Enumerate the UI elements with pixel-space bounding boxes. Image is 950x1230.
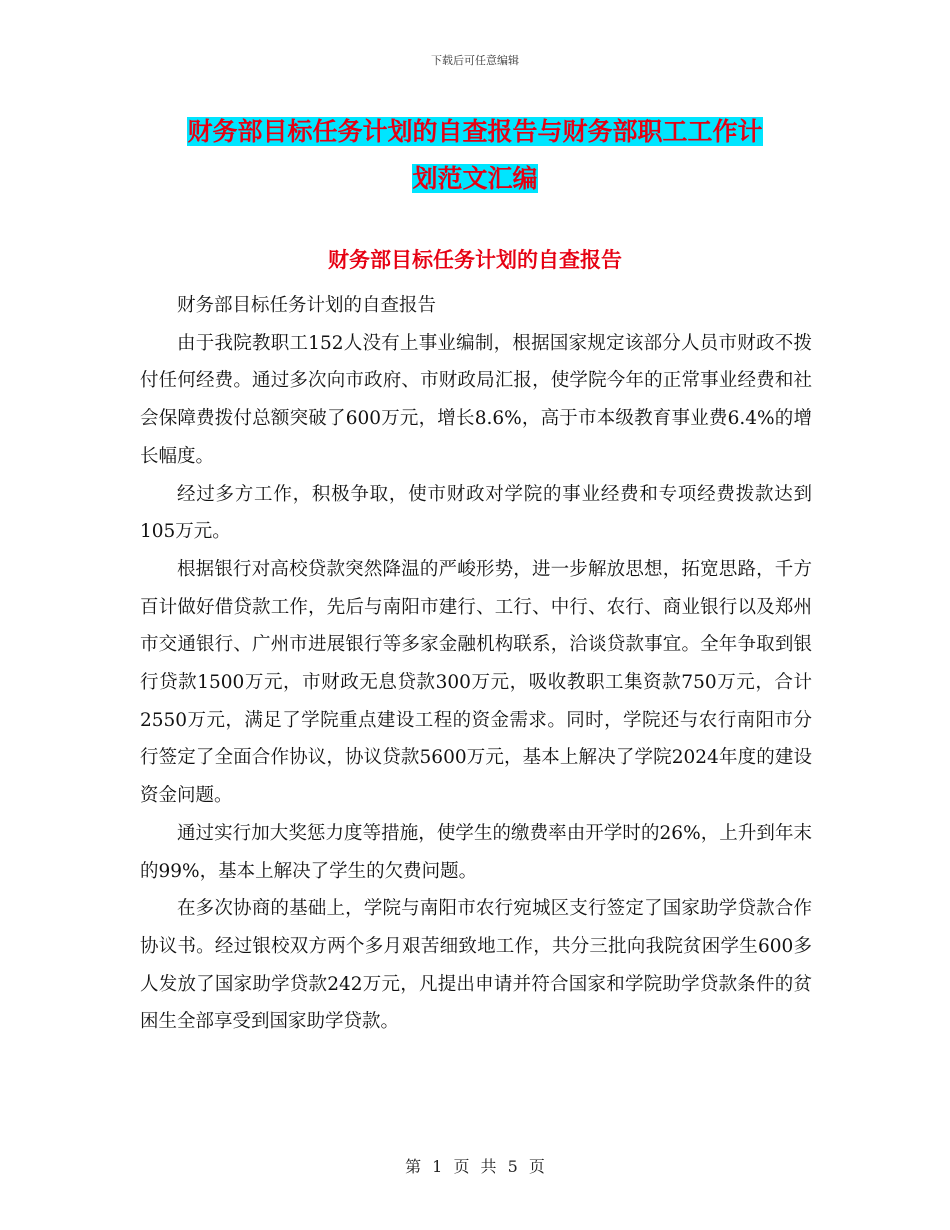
document-title [140,108,810,202]
paragraph: 在多次协商的基础上，学院与南阳市农行宛城区支行签定了国家助学贷款合作协议书。经过银校双方两个多月艰苦细致地工作，共分三批向我院贫困学生600多人发放了国家助学贷款242万元，凡提出申请并符合国家和学院助学贷款条件的贫困生全部享受到国家助学贷款。 [140,898,812,1033]
document-body [140,287,812,1041]
section-title: 财务部目标任务计划的自查报告 [328,247,622,272]
paragraph: 经过多方工作，积极争取，使市财政对学院的事业经费和专项经费拨款达到105万元。 [140,483,812,543]
paragraph: 由于我院教职工152人没有上事业编制，根据国家规定该部分人员市财政不拨付任何经费。通过多次向市政府、市财政局汇报，使学院今年的正常事业经费和社会保障费拨付总额突破了600万元，增长8.6%，高于市本级教育事业费6.4%的增长幅度。 [140,332,812,467]
page-number-footer: 第 1 页 共 5 页 [405,1157,545,1176]
paragraph: 根据银行对高校贷款突然降温的严峻形势，进一步解放思想，拓宽思路，千方百计做好借贷款工作，先后与南阳市建行、工行、中行、农行、商业银行以及郑州市交通银行、广州市进展银行等多家金融机构联系，洽谈贷款事宜。全年争取到银行贷款1500万元，市财政无息贷款300万元，吸收教职工集资款750万元，合计2550万元，满足了学院重点建设工程的资金需求。同时，学院还与农行南阳市分行签定了全面合作协议，协议贷款5600万元，基本上解决了学院2024年度的建设资金问题。 [140,558,812,807]
document-title-line-1: 财务部目标任务计划的自查报告与财务部职工工作计 [187,117,763,146]
paragraph: 财务部目标任务计划的自查报告 [177,295,437,316]
document-title-line-2: 划范文汇编 [412,164,538,193]
header-note: 下载后可任意编辑 [431,54,519,67]
paragraph: 通过实行加大奖惩力度等措施，使学生的缴费率由开学时的26%，上升到年末的99%，基本上解决了学生的欠费问题。 [140,822,812,882]
